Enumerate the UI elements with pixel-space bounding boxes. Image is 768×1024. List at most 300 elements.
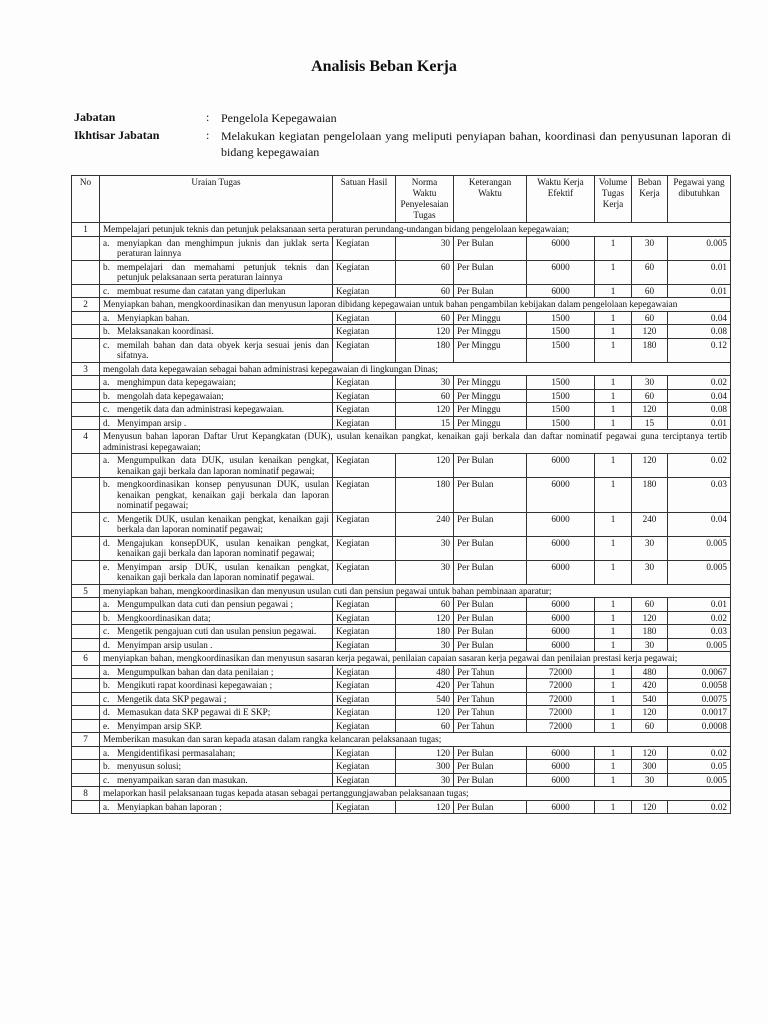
task-text: Menyiapkan bahan. [117, 312, 190, 323]
task-cell [100, 536, 333, 560]
satuan-cell: Kegiatan [333, 416, 396, 430]
task-wrapper [103, 340, 329, 361]
volume-cell: 1 [595, 338, 632, 362]
volume-cell: 1 [595, 536, 632, 560]
task-letter: b. [103, 761, 110, 771]
task-wrapper [103, 455, 329, 476]
empty-cell [72, 665, 100, 679]
volume-cell: 1 [595, 719, 632, 733]
task-cell [100, 454, 333, 478]
task-wrapper [103, 514, 329, 535]
satuan-cell: Kegiatan [333, 454, 396, 478]
task-letter: b. [103, 680, 110, 690]
volume-cell: 1 [595, 598, 632, 612]
norma-cell: 60 [396, 311, 454, 325]
task-letter: b. [103, 326, 110, 336]
beban-cell: 60 [632, 598, 668, 612]
task-text: Menyimpan arsip usulan . [117, 639, 213, 650]
table-row [72, 773, 731, 787]
task-text: menghimpun data kepegawaian; [117, 377, 236, 387]
empty-cell [72, 719, 100, 733]
task-cell [100, 746, 333, 760]
norma-cell: 30 [396, 376, 454, 390]
task-text: menyiapkan dan menghimpun juknis dan juklak serta peraturan lainnya [117, 237, 329, 258]
empty-cell [72, 611, 100, 625]
table-row [72, 536, 731, 560]
norma-cell: 120 [396, 706, 454, 720]
task-letter: c. [103, 404, 110, 414]
ikhtisar-label: Ikhtisar Jabatan [74, 128, 160, 142]
pegawai-cell: 0.005 [668, 236, 731, 260]
table-body [72, 223, 731, 814]
volume-cell: 1 [595, 679, 632, 693]
volume-cell: 1 [595, 311, 632, 325]
pegawai-cell: 0.12 [668, 338, 731, 362]
volume-cell: 1 [595, 800, 632, 814]
norma-cell: 180 [396, 625, 454, 639]
satuan-cell: Kegiatan [333, 800, 396, 814]
section-title: Mempelajari petunjuk teknis dan petunjuk pelaksanaan serta peraturan perundang-undangan bidang pengelolaan kepegawaian; [100, 223, 731, 237]
task-wrapper [103, 391, 329, 402]
header-norma: Norma Waktu Penyelesaian Tugas [396, 176, 454, 223]
satuan-cell: Kegiatan [333, 638, 396, 652]
beban-cell: 120 [632, 746, 668, 760]
norma-cell: 30 [396, 536, 454, 560]
header-keterangan: Keterangan Waktu [454, 176, 527, 223]
satuan-cell: Kegiatan [333, 512, 396, 536]
task-letter: d. [103, 639, 110, 650]
keterangan-cell: Per Bulan [454, 625, 527, 639]
empty-cell [72, 338, 100, 362]
waktu-kerja-cell: 1500 [527, 325, 595, 339]
task-text: Mengikuti rapat koordinasi kepegawaian ; [117, 680, 273, 690]
table-row [72, 638, 731, 652]
table-row [72, 665, 731, 679]
empty-cell [72, 560, 100, 584]
task-wrapper [103, 404, 329, 415]
task-cell [100, 376, 333, 390]
task-letter: c. [103, 774, 110, 785]
volume-cell: 1 [595, 706, 632, 720]
pegawai-cell: 0.005 [668, 773, 731, 787]
task-letter: a. [103, 312, 110, 323]
satuan-cell: Kegiatan [333, 389, 396, 403]
empty-cell [72, 679, 100, 693]
beban-cell: 60 [632, 389, 668, 403]
norma-cell: 120 [396, 746, 454, 760]
empty-cell [72, 236, 100, 260]
satuan-cell: Kegiatan [333, 403, 396, 417]
table-row [72, 311, 731, 325]
task-letter: c. [103, 693, 110, 704]
keterangan-cell: Per Bulan [454, 598, 527, 612]
keterangan-cell: Per Minggu [454, 403, 527, 417]
task-text: mengkoordinasikan konsep penyusunan DUK, usulan kenaikan pengkat, kenaikan gaji berkala dan laporan nominatif pegawai; [117, 479, 329, 510]
task-cell [100, 403, 333, 417]
empty-cell [72, 376, 100, 390]
norma-cell: 30 [396, 638, 454, 652]
waktu-kerja-cell: 72000 [527, 719, 595, 733]
task-wrapper [103, 599, 329, 610]
keterangan-cell: Per Tahun [454, 692, 527, 706]
task-text: Mengumpulkan data cuti dan pensiun pegawai ; [117, 599, 294, 609]
task-wrapper [103, 802, 329, 813]
pegawai-cell: 0.0075 [668, 692, 731, 706]
task-letter: b. [103, 261, 110, 272]
satuan-cell: Kegiatan [333, 625, 396, 639]
beban-cell: 30 [632, 638, 668, 652]
task-text: menyampaikan saran dan masukan. [117, 774, 248, 785]
task-letter: d. [103, 707, 110, 717]
section-number: 8 [72, 787, 100, 801]
section-title: Memberikan masukan dan saran kepada atasan dalam rangka kelancaran pelaksanaan tugas; [100, 733, 731, 747]
empty-cell [72, 638, 100, 652]
keterangan-cell: Per Minggu [454, 338, 527, 362]
beban-cell: 120 [632, 611, 668, 625]
volume-cell: 1 [595, 260, 632, 284]
beban-cell: 30 [632, 773, 668, 787]
header-satuan: Satuan Hasil [333, 176, 396, 223]
beban-cell: 120 [632, 325, 668, 339]
task-wrapper [103, 377, 329, 388]
empty-cell [72, 746, 100, 760]
volume-cell: 1 [595, 236, 632, 260]
norma-cell: 60 [396, 719, 454, 733]
header-pegawai: Pegawai yang dibutuhkan [668, 176, 731, 223]
beban-cell: 120 [632, 403, 668, 417]
pegawai-cell: 0.04 [668, 389, 731, 403]
task-letter: a. [103, 801, 110, 812]
table-row [72, 611, 731, 625]
keterangan-cell: Per Bulan [454, 611, 527, 625]
task-text: Menyimpan arsip . [117, 417, 187, 428]
waktu-kerja-cell: 6000 [527, 478, 595, 513]
empty-cell [72, 454, 100, 478]
keterangan-cell: Per Tahun [454, 679, 527, 693]
task-text: Mengumpulkan bahan dan data penilaian ; [117, 666, 274, 677]
task-cell [100, 260, 333, 284]
volume-cell: 1 [595, 760, 632, 774]
waktu-kerja-cell: 6000 [527, 454, 595, 478]
volume-cell: 1 [595, 692, 632, 706]
satuan-cell: Kegiatan [333, 692, 396, 706]
task-text: Mengumpulkan data DUK, usulan kenaikan pengkat, kenaikan gaji berkala dan laporan nominatif pegawai; [117, 455, 329, 476]
waktu-kerja-cell: 6000 [527, 560, 595, 584]
table-row [72, 746, 731, 760]
task-letter: e. [103, 720, 110, 731]
satuan-cell: Kegiatan [333, 478, 396, 513]
task-letter: d. [103, 537, 110, 548]
pegawai-cell: 0.04 [668, 311, 731, 325]
keterangan-cell: Per Bulan [454, 560, 527, 584]
pegawai-cell: 0.005 [668, 560, 731, 584]
task-cell [100, 719, 333, 733]
task-text: Menyiapkan bahan laporan ; [117, 801, 222, 812]
beban-cell: 30 [632, 536, 668, 560]
task-letter: b. [103, 390, 110, 401]
norma-cell: 120 [396, 325, 454, 339]
waktu-kerja-cell: 6000 [527, 536, 595, 560]
task-letter: a. [103, 237, 110, 248]
section-row [72, 298, 731, 312]
waktu-kerja-cell: 72000 [527, 692, 595, 706]
table-row [72, 236, 731, 260]
task-wrapper [103, 562, 329, 583]
table-row [72, 454, 731, 478]
waktu-kerja-cell: 6000 [527, 598, 595, 612]
norma-cell: 60 [396, 598, 454, 612]
task-cell [100, 478, 333, 513]
task-cell [100, 679, 333, 693]
empty-cell [72, 760, 100, 774]
task-wrapper [103, 748, 329, 759]
volume-cell: 1 [595, 611, 632, 625]
task-cell [100, 692, 333, 706]
ikhtisar-value: Melakukan kegiatan pengelolaan yang meliputi penyiapan bahan, koordinasi dan penyusunan laporan di bidang kepegawaian [221, 129, 731, 159]
satuan-cell: Kegiatan [333, 719, 396, 733]
empty-cell [72, 773, 100, 787]
keterangan-cell: Per Tahun [454, 665, 527, 679]
task-text: Memasukan data SKP pegawai di E SKP; [117, 707, 271, 717]
task-wrapper [103, 286, 329, 297]
volume-cell: 1 [595, 512, 632, 536]
beban-cell: 120 [632, 706, 668, 720]
pegawai-cell: 0.005 [668, 638, 731, 652]
satuan-cell: Kegiatan [333, 598, 396, 612]
waktu-kerja-cell: 6000 [527, 760, 595, 774]
volume-cell: 1 [595, 376, 632, 390]
keterangan-cell: Per Bulan [454, 512, 527, 536]
task-text: Menyimpan arsip DUK, usulan kenaikan pengkat, kenaikan gaji berkala dan laporan nominatif pegawai. [117, 561, 329, 582]
waktu-kerja-cell: 6000 [527, 611, 595, 625]
empty-cell [72, 512, 100, 536]
satuan-cell: Kegiatan [333, 746, 396, 760]
norma-cell: 180 [396, 478, 454, 513]
jabatan-label: Jabatan [74, 110, 116, 124]
keterangan-cell: Per Bulan [454, 478, 527, 513]
waktu-kerja-cell: 6000 [527, 800, 595, 814]
task-wrapper [103, 626, 329, 637]
waktu-kerja-cell: 6000 [527, 773, 595, 787]
beban-cell: 180 [632, 625, 668, 639]
task-cell [100, 665, 333, 679]
table-row [72, 478, 731, 513]
task-letter: b. [103, 612, 110, 623]
section-number: 7 [72, 733, 100, 747]
page-title: Analisis Beban Kerja [311, 58, 457, 75]
empty-cell [72, 800, 100, 814]
satuan-cell: Kegiatan [333, 260, 396, 284]
keterangan-cell: Per Bulan [454, 536, 527, 560]
task-wrapper [103, 721, 329, 732]
waktu-kerja-cell: 72000 [527, 706, 595, 720]
beban-cell: 120 [632, 800, 668, 814]
norma-cell: 60 [396, 284, 454, 298]
section-row [72, 787, 731, 801]
task-cell [100, 800, 333, 814]
pegawai-cell: 0.01 [668, 284, 731, 298]
waktu-kerja-cell: 6000 [527, 512, 595, 536]
norma-cell: 60 [396, 389, 454, 403]
pegawai-cell: 0.01 [668, 416, 731, 430]
empty-cell [72, 389, 100, 403]
task-wrapper [103, 761, 329, 772]
task-cell [100, 611, 333, 625]
keterangan-cell: Per Bulan [454, 454, 527, 478]
section-title: Menyiapkan bahan, mengkoordinasikan dan menyusun laporan dibidang kepegawaian untuk bahan pengambilan kebijakan dalam pengelolaan kepegawaian [100, 298, 731, 312]
task-text: mengolah data kepegawaian; [117, 390, 224, 401]
task-wrapper [103, 238, 329, 259]
section-number: 5 [72, 584, 100, 598]
norma-cell: 30 [396, 560, 454, 584]
header-no: No [72, 176, 100, 223]
table-row [72, 338, 731, 362]
header-uraian: Uraian Tugas [100, 176, 333, 223]
table-row [72, 376, 731, 390]
pegawai-cell: 0.03 [668, 625, 731, 639]
jabatan-colon: : [206, 110, 210, 124]
pegawai-cell: 0.01 [668, 260, 731, 284]
satuan-cell: Kegiatan [333, 560, 396, 584]
table-row [72, 800, 731, 814]
pegawai-cell: 0.0017 [668, 706, 731, 720]
task-letter: a. [103, 599, 110, 609]
norma-cell: 30 [396, 773, 454, 787]
norma-cell: 120 [396, 800, 454, 814]
task-letter: a. [103, 455, 110, 465]
task-text: menyusun solusi; [117, 761, 182, 771]
keterangan-cell: Per Bulan [454, 284, 527, 298]
section-title: Menyusun bahan laporan Daftar Urut Kepangkatan (DUK), usulan kenaikan pangkat, kenaikan gaji berkala dan daftar nominatif pegawai guna terciptanya tertib administrasi kepegawaian; [100, 430, 731, 454]
section-row [72, 652, 731, 666]
section-title: melaporkan hasil pelaksanaan tugas kepada atasan sebagai pertanggungjawaban pelaksanaan tugas; [100, 787, 731, 801]
task-wrapper [103, 418, 329, 429]
norma-cell: 420 [396, 679, 454, 693]
task-text: mempelajari dan memahami petunjuk teknis dan petunjuk pelaksanaan serta peraturan lainnya [117, 261, 329, 282]
beban-cell: 240 [632, 512, 668, 536]
task-text: Melaksanakan koordinasi. [117, 326, 214, 336]
beban-cell: 60 [632, 284, 668, 298]
ikhtisar-colon: : [206, 128, 210, 142]
task-text: Menyimpan arsip SKP. [117, 720, 202, 731]
waktu-kerja-cell: 6000 [527, 638, 595, 652]
volume-cell: 1 [595, 638, 632, 652]
satuan-cell: Kegiatan [333, 311, 396, 325]
header-waktu-kerja: Waktu Kerja Efektif [527, 176, 595, 223]
beban-cell: 30 [632, 236, 668, 260]
header-volume: Volume Tugas Kerja [595, 176, 632, 223]
task-cell [100, 625, 333, 639]
section-number: 1 [72, 223, 100, 237]
volume-cell: 1 [595, 416, 632, 430]
empty-cell [72, 706, 100, 720]
empty-cell [72, 311, 100, 325]
task-cell [100, 773, 333, 787]
task-wrapper [103, 326, 329, 337]
norma-cell: 30 [396, 236, 454, 260]
table-row [72, 512, 731, 536]
section-row [72, 584, 731, 598]
pegawai-cell: 0.02 [668, 746, 731, 760]
waktu-kerja-cell: 72000 [527, 665, 595, 679]
satuan-cell: Kegiatan [333, 325, 396, 339]
volume-cell: 1 [595, 625, 632, 639]
task-letter: c. [103, 285, 110, 296]
task-text: Mengetik DUK, usulan kenaikan pengkat, kenaikan gaji berkala dan laporan nominatif pegawai; [117, 513, 329, 534]
volume-cell: 1 [595, 773, 632, 787]
beban-cell: 60 [632, 260, 668, 284]
satuan-cell: Kegiatan [333, 706, 396, 720]
satuan-cell: Kegiatan [333, 679, 396, 693]
task-cell [100, 236, 333, 260]
table-row [72, 560, 731, 584]
table-row [72, 260, 731, 284]
pegawai-cell: 0.03 [668, 478, 731, 513]
task-wrapper [103, 775, 329, 786]
table-row [72, 403, 731, 417]
volume-cell: 1 [595, 478, 632, 513]
norma-cell: 240 [396, 512, 454, 536]
empty-cell [72, 403, 100, 417]
section-number: 4 [72, 430, 100, 454]
beban-cell: 60 [632, 311, 668, 325]
beban-cell: 180 [632, 478, 668, 513]
section-row [72, 362, 731, 376]
task-text: Mengetik pengajuan cuti dan usulan pensiun pegawai. [117, 626, 317, 636]
section-number: 2 [72, 298, 100, 312]
beban-cell: 540 [632, 692, 668, 706]
waktu-kerja-cell: 1500 [527, 338, 595, 362]
task-wrapper [103, 613, 329, 624]
pegawai-cell: 0.0058 [668, 679, 731, 693]
task-cell [100, 284, 333, 298]
task-text: membuat resume dan catatan yang diperlukan [117, 285, 286, 296]
table-row [72, 706, 731, 720]
task-letter: c. [103, 626, 110, 636]
pegawai-cell: 0.005 [668, 536, 731, 560]
satuan-cell: Kegiatan [333, 284, 396, 298]
keterangan-cell: Per Bulan [454, 236, 527, 260]
section-title: mengolah data kepegawaian sebagai bahan administrasi kepegawaian di lingkungan Dinas; [100, 362, 731, 376]
norma-cell: 180 [396, 338, 454, 362]
keterangan-cell: Per Minggu [454, 325, 527, 339]
satuan-cell: Kegiatan [333, 338, 396, 362]
task-cell [100, 389, 333, 403]
task-letter: a. [103, 377, 110, 387]
task-wrapper [103, 313, 329, 324]
task-cell [100, 598, 333, 612]
task-wrapper [103, 680, 329, 691]
section-title: menyiapkan bahan, mengkoordinasikan dan menyusun sasaran kerja pegawai, penilaian capaian sasaran kerja pegawai dan penilaian prestasi kerja pegawai; [100, 652, 731, 666]
norma-cell: 120 [396, 454, 454, 478]
section-number: 3 [72, 362, 100, 376]
volume-cell: 1 [595, 454, 632, 478]
section-title: menyiapkan bahan, mengkoordinasikan dan menyusun usulan cuti dan pensiun pegawai untuk bahan pembinaan aparatur; [100, 584, 731, 598]
pegawai-cell: 0.04 [668, 512, 731, 536]
norma-cell: 60 [396, 260, 454, 284]
task-letter: e. [103, 561, 110, 572]
table-row [72, 598, 731, 612]
waktu-kerja-cell: 6000 [527, 236, 595, 260]
task-cell [100, 512, 333, 536]
task-wrapper [103, 262, 329, 283]
waktu-kerja-cell: 6000 [527, 625, 595, 639]
beban-cell: 180 [632, 338, 668, 362]
task-cell [100, 560, 333, 584]
task-letter: c. [103, 339, 110, 350]
task-letter: a. [103, 747, 110, 758]
table-row [72, 760, 731, 774]
